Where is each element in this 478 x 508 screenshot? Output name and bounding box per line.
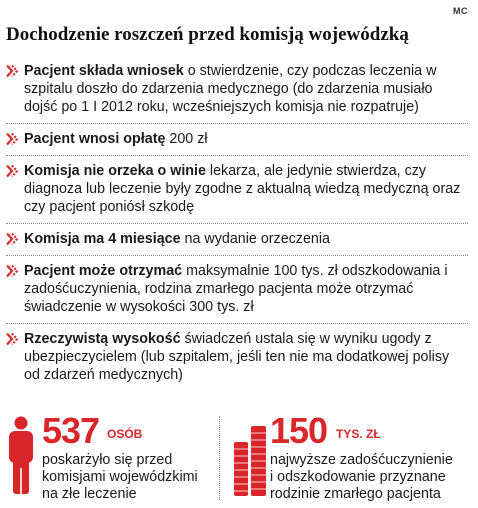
stat-unit: TYS. ZŁ	[336, 427, 381, 441]
chevron-right-icon	[6, 332, 18, 346]
chevron-right-icon	[6, 232, 18, 246]
stat-text: poskarżyło się przed komisjami wojewódzkimi na złe leczenie	[42, 452, 198, 502]
stat-compensation	[228, 412, 472, 504]
chevron-right-icon	[6, 264, 18, 278]
item-lead: Komisja nie orzeka o winie	[24, 163, 206, 179]
stat-complaints	[6, 412, 216, 504]
item-lead: Rzeczywistą wysokość	[24, 331, 181, 347]
coin-stacks-icon	[234, 418, 268, 496]
steps-list	[6, 56, 468, 391]
item-text: na wydanie orzeczenia	[180, 231, 330, 247]
stat-number: 150	[270, 410, 328, 451]
item-lead: Pacjent wnosi opłatę	[24, 131, 166, 147]
brand-mark: MC	[453, 6, 468, 16]
list-item	[6, 155, 468, 223]
chevron-right-icon	[6, 64, 18, 78]
item-text: lekarza, ale jedynie stwierdza, czy diagnoza lub leczenie były zgodne z aktualną wiedzą medyczną oraz czy pacjent poniósł szkodę	[24, 163, 461, 215]
item-lead: Komisja ma 4 miesiące	[24, 231, 181, 247]
stat-unit: OSÓB	[107, 427, 143, 441]
list-item	[6, 255, 468, 323]
item-lead: Pacjent składa wniosek	[24, 63, 184, 79]
item-text: o stwierdzenie, czy podczas leczenia w szpitalu doszło do zdarzenia medycznego (do zdarzenia musiało dojść po 1 I 2012 roku, wcześniejszych komisja nie rozpatruje)	[24, 63, 437, 115]
divider	[219, 416, 220, 500]
chevron-right-icon	[6, 164, 18, 178]
list-item	[6, 323, 468, 391]
item-lead: Pacjent może otrzymać	[24, 263, 183, 279]
stats-row	[6, 412, 472, 504]
item-text: 200 zł	[165, 131, 208, 147]
list-item	[6, 223, 468, 255]
list-item	[6, 123, 468, 155]
stat-text: najwyższe zadośćuczynienie i odszkodowanie przyznane rodzinie zmarłego pacjenta	[270, 452, 453, 502]
list-item	[6, 56, 468, 123]
stat-number: 537	[42, 410, 100, 451]
item-text: świadczeń ustala się w wyniku ugody z ubezpieczycielem (lub szpitalem, jeśli ten nie ma dodatkowej polisy od zdarzeń medycznych)	[24, 331, 450, 383]
item-text: maksymalnie 100 tys. zł odszkodowania i zadośćuczynienia, rodzina zmarłego pacjenta może otrzymać świadczenie w wysokości 300 tys. zł	[24, 263, 448, 315]
chevron-right-icon	[6, 132, 18, 146]
person-icon	[6, 416, 36, 496]
page-title: Dochodzenie roszczeń przed komisją wojewódzką	[6, 24, 409, 45]
